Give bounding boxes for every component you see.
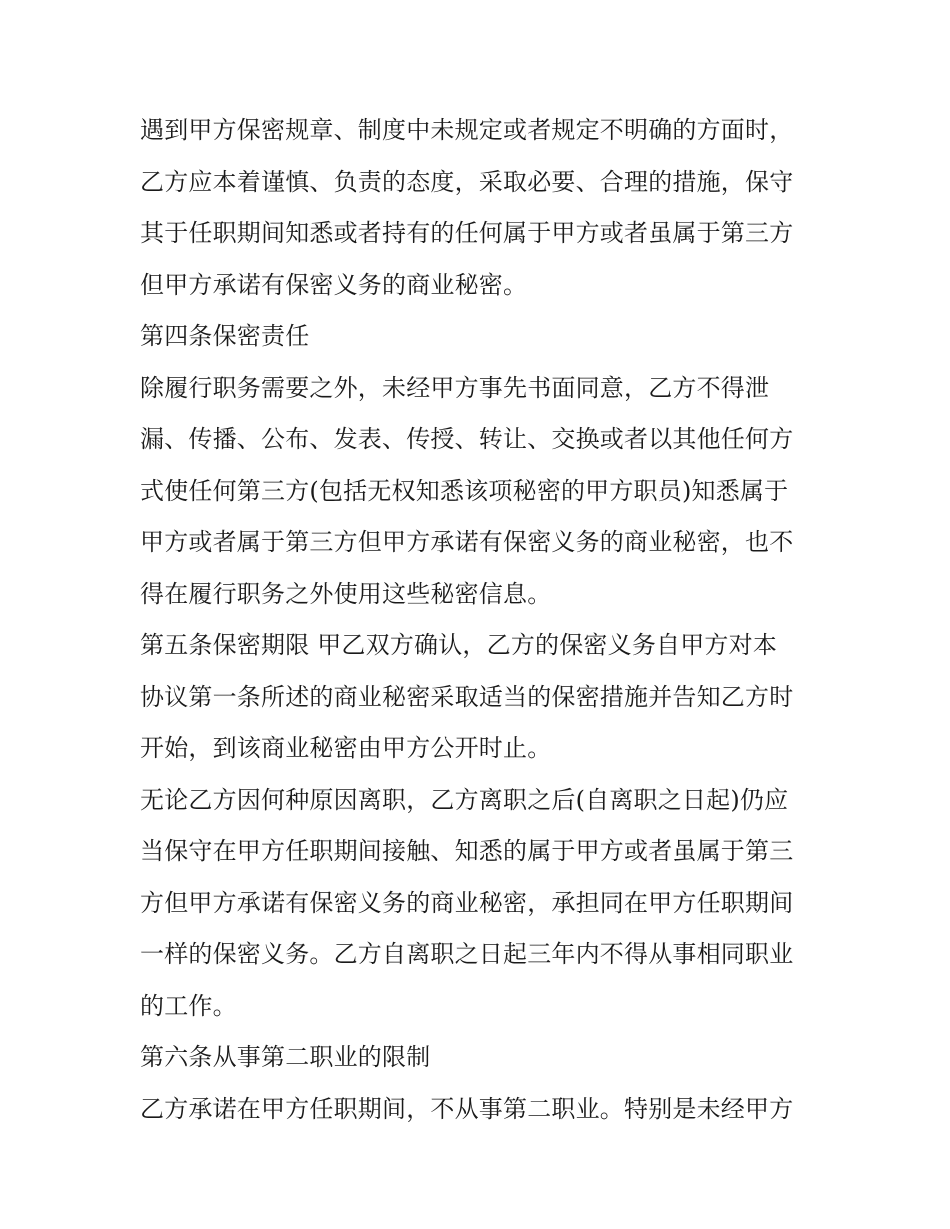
text-line: 协议第一条所述的商业秘密采取适当的保密措施并告知乙方时	[140, 682, 794, 711]
text-line: 但甲方承诺有保密义务的商业秘密。	[140, 270, 528, 299]
text-line: 甲方或者属于第三方但甲方承诺有保密义务的商业秘密，也不	[140, 528, 794, 556]
section-heading: 第六条从事第二职业的限制	[140, 1043, 431, 1071]
text-line: 的工作。	[140, 991, 237, 1020]
text-line: 乙方应本着谨慎、负责的态度，采取必要、合理的措施，保守	[140, 167, 794, 196]
text-line: 当保守在甲方任职期间接触、知悉的属于甲方或者虽属于第三	[140, 837, 794, 865]
section-heading: 第五条保密期限 甲乙双方确认，乙方的保密义务自甲方对本	[140, 631, 778, 659]
text-line: 无论乙方因何种原因离职，乙方离职之后(自离职之日起)仍应	[140, 785, 789, 814]
text-line: 式使任何第三方(包括无权知悉该项秘密的甲方职员)知悉属于	[140, 476, 789, 505]
text-line: 一样的保密义务。乙方自离职之日起三年内不得从事相同职业	[140, 940, 794, 968]
text-line: 漏、传播、公布、发表、传授、转让、交换或者以其他任何方	[140, 425, 794, 453]
text-line: 其于任职期间知悉或者持有的任何属于甲方或者虽属于第三方	[140, 219, 794, 247]
document-body	[140, 105, 820, 1135]
text-line: 方但甲方承诺有保密义务的商业秘密，承担同在甲方任职期间	[140, 888, 794, 917]
text-line: 除履行职务需要之外，未经甲方事先书面同意，乙方不得泄	[140, 373, 770, 402]
text-line: 遇到甲方保密规章、制度中未规定或者规定不明确的方面时，	[140, 116, 794, 144]
text-line: 得在履行职务之外使用这些秘密信息。	[140, 579, 552, 608]
text-line: 开始，到该商业秘密由甲方公开时止。	[140, 734, 552, 762]
section-heading: 第四条保密责任	[140, 322, 310, 350]
text-line: 乙方承诺在甲方任职期间，不从事第二职业。特别是未经甲方	[140, 1094, 794, 1123]
